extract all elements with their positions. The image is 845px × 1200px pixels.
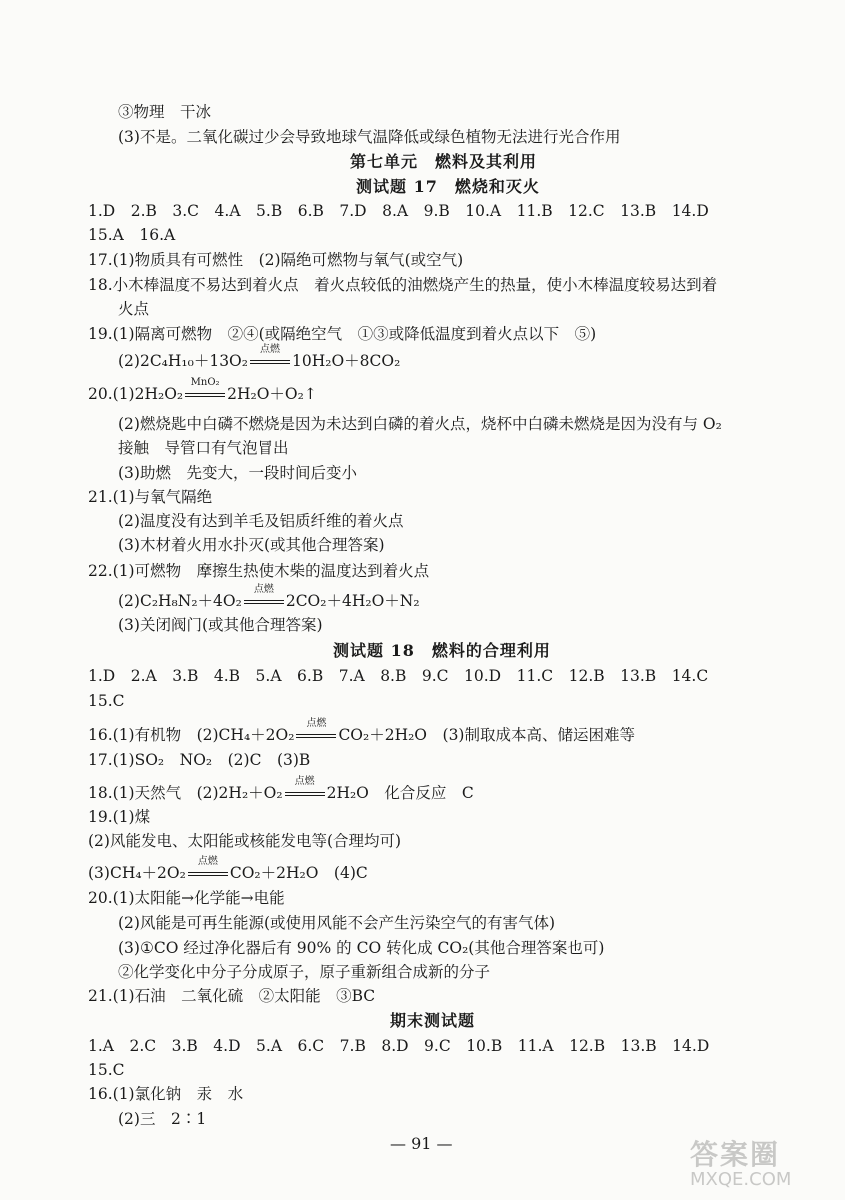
answer-line: (2)风能发电、太阳能或核能发电等(合理均可) [88, 832, 402, 850]
answer-line: 15.C [88, 692, 125, 710]
section-heading-final: 期末测试题 [390, 1011, 476, 1030]
answer-line: 22.(1)可燃物 摩擦生热使木柴的温度达到着火点 [88, 562, 430, 580]
equation-line [88, 377, 317, 405]
answer-line: (2)三 2∶1 [118, 1110, 207, 1128]
equation-line [88, 856, 368, 884]
answer-line: 18.小木棒温度不易达到着火点 着火点较低的油燃烧产生的热量，使小木棒温度较易达到着 [88, 276, 718, 294]
watermark-title: 答案圈 [690, 1138, 781, 1171]
unit-heading: 第七单元 燃料及其利用 [350, 152, 538, 171]
equation-line [118, 584, 420, 612]
answer-line: (3)助燃 先变大，一段时间后变小 [118, 464, 357, 482]
equation-reactants: (2)C₂H₈N₂＋4O₂ [118, 592, 242, 610]
answer-line: 接触 导管口有气泡冒出 [118, 439, 289, 457]
answer-line: (3)关闭阀门(或其他合理答案) [118, 616, 323, 634]
reaction-condition: 点燃 [259, 344, 280, 355]
answer-line: ③物理 干冰 [118, 103, 212, 121]
answer-line: (2)风能是可再生能源(或使用风能不会产生污染空气的有害气体) [118, 914, 556, 932]
answer-line: (3)不是。二氧化碳过少会导致地球气温降低或绿色植物无法进行光合作用 [118, 128, 621, 146]
answer-line: 15.C [88, 1061, 125, 1079]
reaction-condition: 点燃 [294, 776, 315, 787]
equation-reactants: (2)2C₄H₁₀＋13O₂ [118, 352, 248, 370]
answer-line: (3)木材着火用水扑灭(或其他合理答案) [118, 536, 385, 554]
equation-reactants: 16.(1)有机物 (2)CH₄＋2O₂ [88, 726, 295, 744]
reaction-arrow [250, 344, 290, 367]
reaction-arrow [185, 377, 225, 400]
answer-line: (3)①CO 经过净化器后有 90% 的 CO 转化成 CO₂(其他合理答案也可) [118, 939, 605, 957]
equation-products: CO₂＋2H₂O (4)C [229, 864, 368, 882]
reaction-condition: MnO₂ [190, 377, 220, 388]
section-heading-test18: 测试题 18 燃料的合理利用 [333, 641, 551, 660]
answer-line: 21.(1)石油 二氧化硫 ②太阳能 ③BC [88, 987, 376, 1005]
reaction-condition: 点燃 [253, 584, 274, 595]
answer-line: 1.D 2.A 3.B 4.B 5.A 6.B 7.A 8.B 9.C 10.D 11.C 12.B 13.B 14.C [88, 667, 709, 685]
equation-products: 2H₂O 化合反应 C [326, 784, 474, 802]
answer-line: 17.(1)物质具有可燃性 (2)隔绝可燃物与氧气(或空气) [88, 251, 464, 269]
reaction-arrow [244, 584, 284, 607]
answer-line: 17.(1)SO₂ NO₂ (2)C (3)B [88, 751, 311, 769]
answer-line: 15.A 16.A [88, 226, 176, 244]
equation-line [88, 718, 635, 746]
equation-reactants: (3)CH₄＋2O₂ [88, 864, 186, 882]
equation-reactants: 20.(1)2H₂O₂ [88, 385, 184, 403]
watermark-logo [690, 1140, 840, 1196]
equation-products: 2CO₂＋4H₂O＋N₂ [285, 592, 420, 610]
reaction-arrow [285, 776, 325, 799]
answer-line: 20.(1)太阳能→化学能→电能 [88, 889, 285, 907]
answer-line: 1.A 2.C 3.B 4.D 5.A 6.C 7.B 8.D 9.C 10.B 11.A 12.B 13.B 14.D [88, 1037, 710, 1055]
reaction-condition: 点燃 [197, 856, 218, 867]
watermark-url: MXQE.COM [690, 1169, 792, 1190]
answer-line: 16.(1)氯化钠 汞 水 [88, 1085, 244, 1103]
answer-line: 19.(1)煤 [88, 808, 151, 826]
equation-products: 2H₂O＋O₂↑ [227, 385, 317, 403]
reaction-condition: 点燃 [306, 718, 327, 729]
equation-reactants: 18.(1)天然气 (2)2H₂＋O₂ [88, 784, 283, 802]
answer-line: (2)燃烧匙中白磷不燃烧是因为未达到白磷的着火点，烧杯中白磷未燃烧是因为没有与 O₂ [118, 415, 722, 433]
answer-line: 火点 [118, 300, 150, 318]
equation-line [88, 776, 474, 804]
answer-line: (2)温度没有达到羊毛及铝质纤维的着火点 [118, 512, 404, 530]
answer-line: 19.(1)隔离可燃物 ②④(或隔绝空气 ①③或降低温度到着火点以下 ⑤) [88, 325, 597, 343]
equation-line [118, 344, 401, 372]
answer-line: ②化学变化中分子分成原子，原子重新组合成新的分子 [118, 963, 491, 981]
section-heading-test17: 测试题 17 燃烧和灭火 [356, 177, 540, 196]
page-number: — 91 — [390, 1134, 453, 1153]
equation-products: CO₂＋2H₂O (3)制取成本高、储运困难等 [338, 726, 635, 744]
answer-line: 1.D 2.B 3.C 4.A 5.B 6.B 7.D 8.A 9.B 10.A 11.B 12.C 13.B 14.D [88, 202, 709, 220]
reaction-arrow [188, 856, 228, 879]
reaction-arrow [296, 718, 336, 741]
equation-products: 10H₂O＋8CO₂ [291, 352, 401, 370]
answer-line: 21.(1)与氧气隔绝 [88, 488, 213, 506]
